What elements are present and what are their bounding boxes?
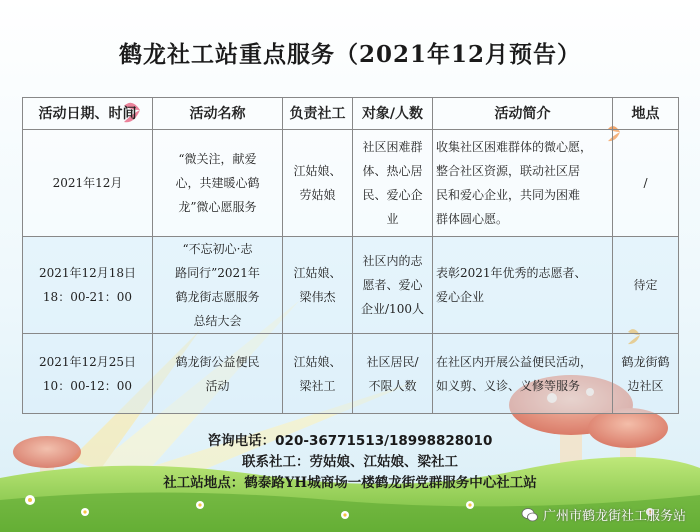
cell-worker: 江姑娘、 劳姑娘 (283, 130, 353, 237)
station-address (0, 471, 700, 491)
workers-value: 劳姑娘、江姑娘、梁社工 (309, 454, 458, 470)
cell-target: 社区内的志 愿者、爱心 企业/100人 (353, 237, 433, 334)
cell-place: / (613, 130, 679, 237)
page-title: 鹤龙社工站重点服务（2021年12月预告） (118, 41, 582, 68)
cell-intro: 在社区内开展公益便民活动， 如义剪、义诊、义修等服务 (433, 334, 613, 414)
phone-value: 020-36771513/18998828010 (275, 433, 493, 449)
table-row (23, 130, 679, 237)
table-row (23, 237, 679, 334)
cell-target: 社区居民/ 不限人数 (353, 334, 433, 414)
wechat-watermark (521, 505, 686, 524)
header-place: 地点 (613, 98, 679, 130)
table-header-row (23, 98, 679, 130)
cell-activity-name: “不忘初心·志 路同行”2021年 鹤龙街志愿服务 总结大会 (153, 237, 283, 334)
cell-activity-name: “微关注，献爱 心，共建暖心鹤 龙”微心愿服务 (153, 130, 283, 237)
header-worker: 负责社工 (283, 98, 353, 130)
cell-place: 待定 (613, 237, 679, 334)
header-intro: 活动简介 (433, 98, 613, 130)
schedule-table (22, 97, 679, 414)
address-label: 社工站地点： (163, 475, 245, 491)
cell-date: 2021年12月25日 10：00-12：00 (23, 334, 153, 414)
table-row (23, 334, 679, 414)
cell-activity-name: 鹤龙街公益便民 活动 (153, 334, 283, 414)
cell-date: 2021年12月18日 18：00-21：00 (23, 237, 153, 334)
cell-place: 鹤龙街鹤 边社区 (613, 334, 679, 414)
address-value: 鹤泰路YH城商场一楼鹤龙街党群服务中心社工站 (244, 475, 537, 491)
cell-intro: 表彰2021年优秀的志愿者、 爱心企业 (433, 237, 613, 334)
cell-worker: 江姑娘、 梁伟杰 (283, 237, 353, 334)
watermark-text: 广州市鹤龙街社工服务站 (542, 509, 686, 524)
wechat-icon (521, 506, 539, 524)
header-activity-name: 活动名称 (153, 98, 283, 130)
contact-workers (0, 450, 700, 470)
header-target: 对象/人数 (353, 98, 433, 130)
header-date: 活动日期、时间 (23, 98, 153, 130)
workers-label: 联系社工： (242, 454, 310, 470)
cell-target: 社区困难群 体、热心居 民、爱心企 业 (353, 130, 433, 237)
cell-worker: 江姑娘、 梁社工 (283, 334, 353, 414)
cell-date: 2021年12月 (23, 130, 153, 237)
phone-label: 咨询电话： (207, 433, 276, 449)
contact-phone (0, 429, 700, 449)
cell-intro: 收集社区困难群体的微心愿， 整合社区资源，联动社区居 民和爱心企业，共同为困难 群体圆心愿。 (433, 130, 613, 237)
